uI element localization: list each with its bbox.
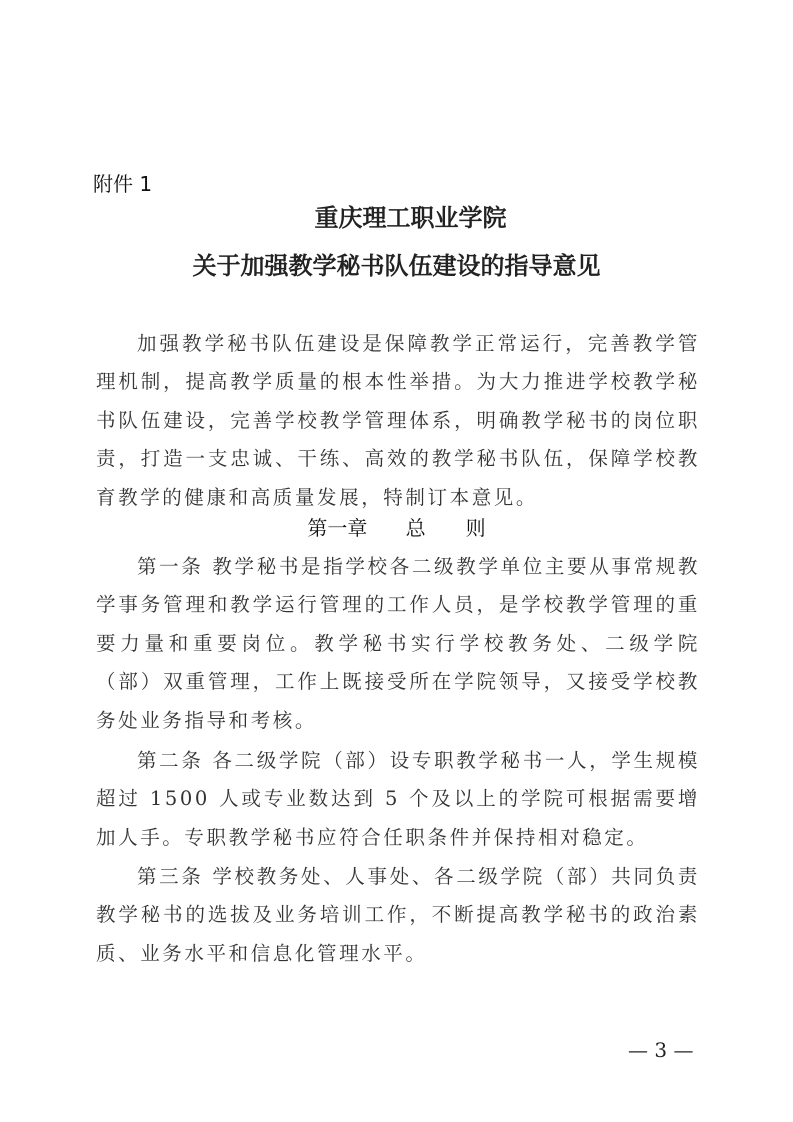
chapter-number: 第一章 <box>307 516 368 540</box>
page-number: — 3 — <box>628 1038 694 1062</box>
attachment-label: 附件 1 <box>93 172 153 196</box>
article-text: 第一条 教学秘书是指学校各二级教学单位主要从事常规教学事务管理和教学运行管理的工作人员，是学校教学管理的重要力量和重要岗位。教学秘书实行学校教务处、二级学院（部）双重管理，工作上既接受所在学院领导，又接受学校教务处业务指导和考核。 <box>96 555 700 732</box>
chapter-heading <box>0 512 793 541</box>
title-institution: 重庆理工职业学院 <box>314 203 507 232</box>
article-text: 第二条 各二级学院（部）设专职教学秘书一人，学生规模超过 1500 人或专业数达到 5 个及以上的学院可根据需要增加人手。专职教学秘书应符合任职条件并保持相对稳定。 <box>96 749 700 849</box>
intro-text: 加强教学秘书队伍建设是保障教学正常运行，完善教学管理机制，提高教学质量的根本性举措。为大力推进学校教学秘书队伍建设，完善学校教学管理体系，明确教学秘书的岗位职责，打造一支忠诚、干练、高效的教学秘书队伍，保障学校教育教学的健康和高质量发展，特制订本意见。 <box>96 332 700 509</box>
intro-paragraph <box>96 325 700 517</box>
title-document: 关于加强教学秘书队伍建设的指导意见 <box>192 251 601 280</box>
article-text: 第三条 学校教务处、人事处、各二级学院（部）共同负责教学秘书的选拔及业务培训工作，不断提高教学秘书的政治素质、业务水平和信息化管理水平。 <box>96 865 700 965</box>
article-2 <box>96 742 700 857</box>
article-3 <box>96 858 700 973</box>
article-1 <box>96 548 700 740</box>
chapter-title: 总 则 <box>405 516 486 540</box>
